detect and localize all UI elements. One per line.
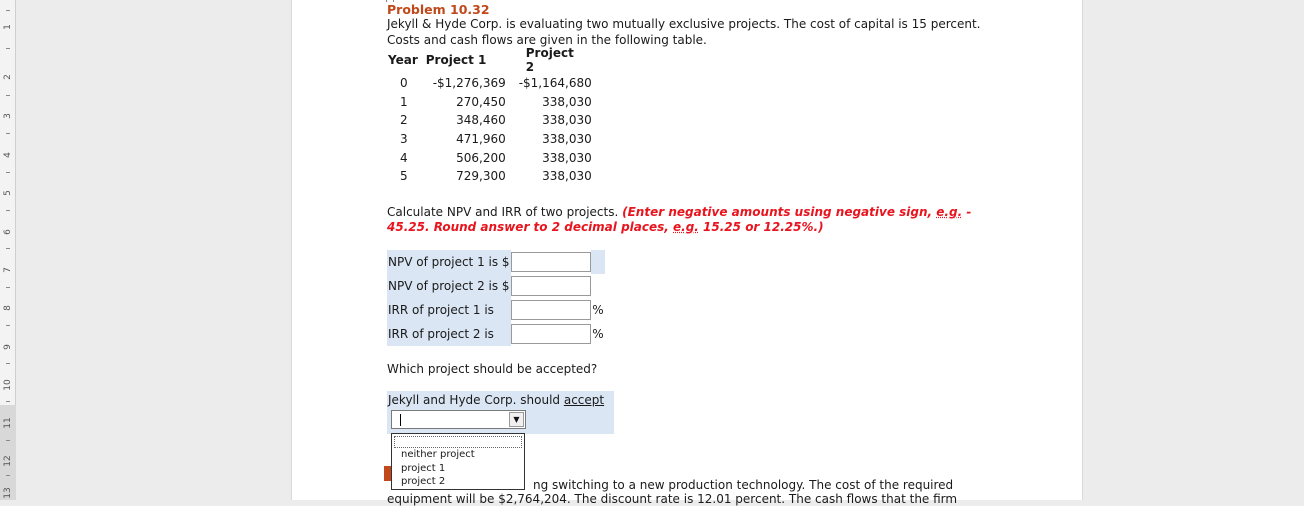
percent-sign: % [591,322,605,346]
problem-intro [387,16,1007,48]
ruler-tick [6,210,10,211]
answer-label: NPV of project 2 is $ [387,274,511,298]
eg-abbrev: e.g. [673,220,699,234]
col-header-project-2: Project 2 [525,46,574,74]
cell-project-1: 729,300 [456,169,506,184]
ruler-label: 1 [3,24,13,30]
ruler-label: 8 [3,305,13,311]
ruler-tick [6,440,10,441]
vertical-ruler [0,0,16,500]
answer-row-irr-2 [387,322,605,346]
ruler-tick [6,133,10,134]
ruler-label: 5 [3,190,13,196]
chevron-down-icon[interactable]: ▼ [509,412,524,427]
answer-label: IRR of project 1 is [387,298,511,322]
ruler-tick [6,287,10,288]
cell-year: 2 [400,113,408,128]
table-row [388,111,592,130]
next-problem-text: ng switching to a new production technology. The cost of the required [533,478,954,492]
ruler-tick [6,10,10,11]
npv-project-2-input[interactable] [511,276,591,296]
answer-row-npv-1 [387,250,605,274]
ruler-label: 4 [3,152,13,158]
percent-sign: % [591,298,605,322]
cell-project-2: -$1,164,680 [518,76,592,91]
ruler-label: 11 [3,417,13,429]
accept-select[interactable] [391,410,526,429]
next-problem-text: equipment will be $2,764,204. The discount rate is 12.01 percent. The cash flows that the firm [387,492,958,506]
answer-suffix [591,274,605,298]
ruler-label: 3 [3,113,13,119]
intro-line: Jekyll & Hyde Corp. is evaluating two mutually exclusive projects. The cost of capital is 15 percent. [387,17,981,31]
npv-project-1-input[interactable] [511,252,591,272]
table-row [388,74,592,93]
accept-link[interactable]: accept [563,393,605,407]
ruler-tick [6,248,10,249]
table-header-row [388,46,592,74]
cell-project-1: 506,200 [456,150,506,165]
table-row [388,93,592,112]
answer-label: IRR of project 2 is [387,322,511,346]
ruler-label: 6 [3,229,13,235]
ruler-label: 2 [3,74,13,80]
ruler-label: 7 [3,267,13,273]
ruler-label: 9 [3,344,13,350]
ruler-tick [6,475,10,476]
ruler-tick [6,172,10,173]
answer-row-npv-2 [387,274,605,298]
cell-project-2: 338,030 [542,94,592,109]
cell-project-2: 338,030 [542,113,592,128]
cell-year: 5 [400,169,408,184]
cell-year: 1 [400,94,408,109]
note-part: 15.25 or 12.25%.) [698,220,824,234]
dropdown-option-blank[interactable] [394,436,522,448]
cell-project-1: 348,460 [456,113,506,128]
question-text: Which project should be accepted? [387,362,598,376]
ruler-label: 13 [3,487,13,499]
cell-year: 0 [400,76,408,91]
dropdown-option[interactable]: project 1 [401,463,446,474]
cell-year: 4 [400,150,408,165]
table-row [388,167,592,186]
ruler-tick [6,95,10,96]
dropdown-option[interactable]: neither project [401,449,475,460]
accept-question-box [387,391,614,434]
col-header-year: Year [388,53,418,67]
document-page [291,0,1083,506]
ruler-tick [6,48,10,49]
ruler-label: 12 [3,455,13,467]
accept-label-prefix: Jekyll and Hyde Corp. should [388,393,561,407]
cell-project-1: -$1,276,369 [432,76,506,91]
cell-project-1: 270,450 [456,94,506,109]
answer-suffix [591,250,605,274]
note-part: 45.25. Round answer to 2 decimal places, [387,220,669,234]
cell-project-2: 338,030 [542,150,592,165]
ruler-tick [6,363,10,364]
accept-label [388,393,604,407]
note-part: (Enter negative amounts using negative sign, [622,205,933,219]
table-row [388,130,592,149]
answer-label: NPV of project 1 is $ [387,250,511,274]
problem-title: Problem 10.32 [387,2,490,17]
text-caret [400,414,401,426]
eg-abbrev: e.g. [936,205,963,219]
table-row [388,148,592,167]
cell-project-2: 338,030 [542,169,592,184]
ruler-tick [6,401,10,402]
answer-form [387,250,605,346]
irr-project-1-input[interactable] [511,300,591,320]
ruler-tick [6,325,10,326]
intro-line: Costs and cash flows are given in the following table. [387,33,707,47]
cell-year: 3 [400,132,408,147]
dropdown-option[interactable]: project 2 [401,476,446,487]
note-part: - [962,205,972,219]
cell-project-1: 471,960 [456,132,506,147]
accept-dropdown-list[interactable] [391,433,525,490]
irr-project-2-input[interactable] [511,324,591,344]
col-header-project-1: Project 1 [425,53,487,67]
instructions [387,205,1007,235]
ruler-label: 10 [3,379,13,391]
cashflow-table [388,46,592,186]
cell-project-2: 338,030 [542,132,592,147]
answer-row-irr-1 [387,298,605,322]
instructions-lead: Calculate NPV and IRR of two projects. [387,205,619,219]
